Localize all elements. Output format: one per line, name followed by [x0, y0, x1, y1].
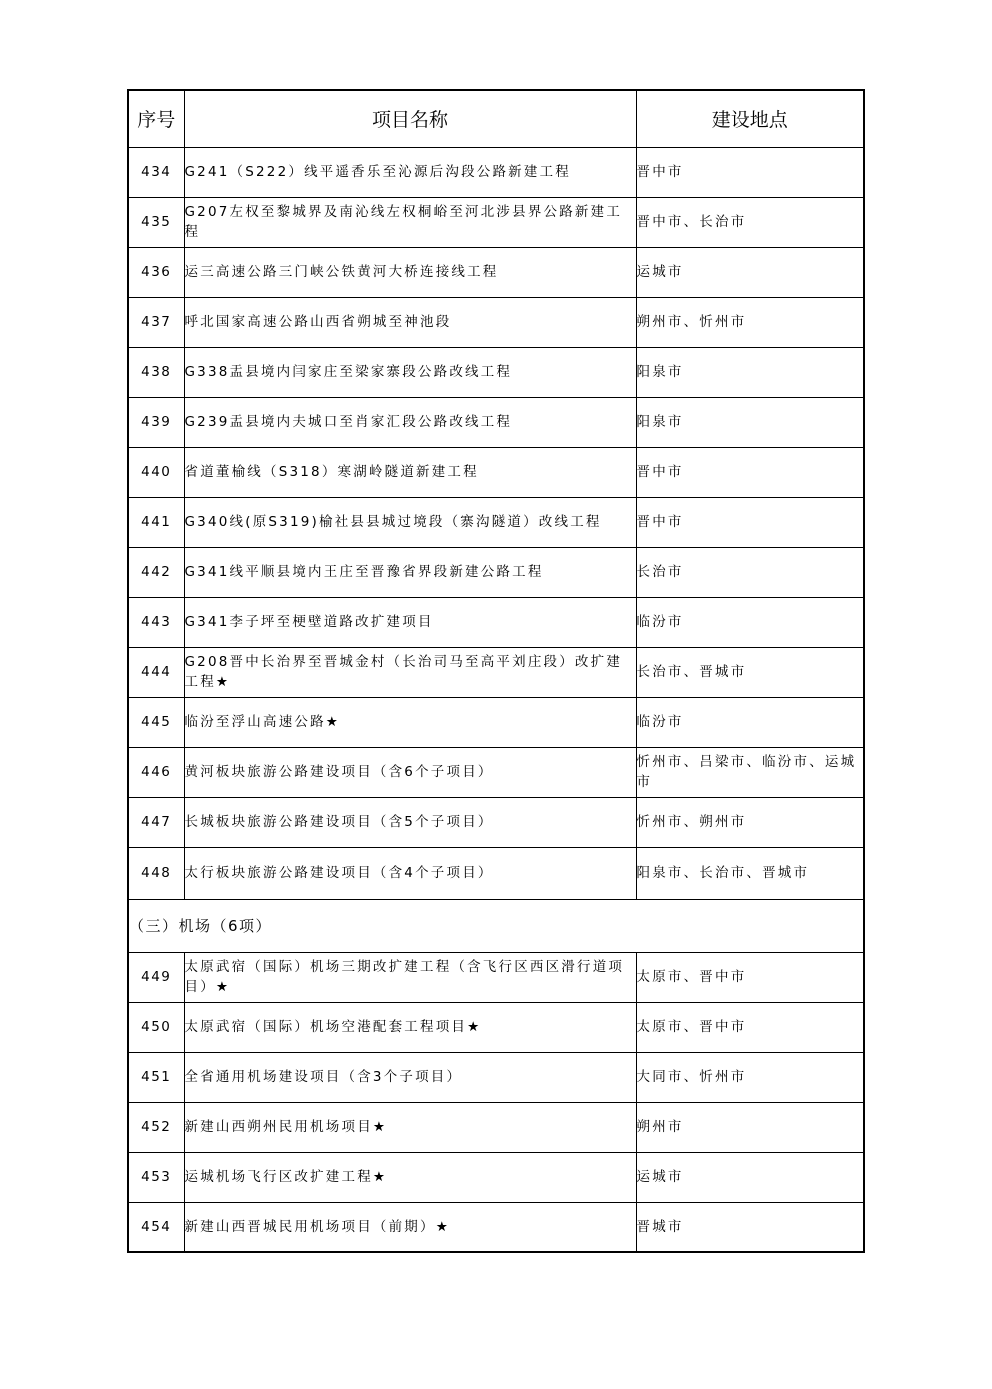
row-project-name: 太原武宿（国际）机场空港配套工程项目★ — [184, 1002, 636, 1052]
row-location: 运城市 — [636, 247, 864, 297]
row-location: 朔州市 — [636, 1102, 864, 1152]
header-location: 建设地点 — [636, 90, 864, 147]
table-row — [128, 797, 864, 847]
row-seq: 437 — [128, 297, 184, 347]
row-seq: 438 — [128, 347, 184, 397]
row-project-name: 新建山西朔州民用机场项目★ — [184, 1102, 636, 1152]
header-row — [128, 90, 864, 147]
row-seq: 447 — [128, 797, 184, 847]
row-project-name: G207左权至黎城界及南沁线左权桐峪至河北涉县界公路新建工程 — [184, 197, 636, 247]
row-location: 忻州市、朔州市 — [636, 797, 864, 847]
table-row — [128, 297, 864, 347]
row-seq: 443 — [128, 597, 184, 647]
row-seq: 451 — [128, 1052, 184, 1102]
row-location: 太原市、晋中市 — [636, 1002, 864, 1052]
row-project-name: 临汾至浮山高速公路★ — [184, 697, 636, 747]
header-name: 项目名称 — [184, 90, 636, 147]
table-row — [128, 447, 864, 497]
table-row — [128, 1152, 864, 1202]
row-location: 晋中市 — [636, 147, 864, 197]
row-seq: 436 — [128, 247, 184, 297]
row-location: 晋城市 — [636, 1202, 864, 1252]
table-row — [128, 597, 864, 647]
row-seq: 435 — [128, 197, 184, 247]
table-row — [128, 247, 864, 297]
table-row — [128, 1002, 864, 1052]
row-project-name: 太行板块旅游公路建设项目（含4个子项目） — [184, 847, 636, 899]
row-location: 太原市、晋中市 — [636, 952, 864, 1002]
row-project-name: G239盂县境内夫城口至肖家汇段公路改线工程 — [184, 397, 636, 447]
row-project-name: 运城机场飞行区改扩建工程★ — [184, 1152, 636, 1202]
table-row — [128, 747, 864, 797]
row-location: 晋中市 — [636, 447, 864, 497]
table-row — [128, 952, 864, 1002]
row-seq: 439 — [128, 397, 184, 447]
row-location: 阳泉市、长治市、晋城市 — [636, 847, 864, 899]
table-row — [128, 1102, 864, 1152]
row-location: 阳泉市 — [636, 347, 864, 397]
table-row — [128, 697, 864, 747]
row-seq: 441 — [128, 497, 184, 547]
row-seq: 452 — [128, 1102, 184, 1152]
row-location: 忻州市、吕梁市、临汾市、运城市 — [636, 747, 864, 797]
row-seq: 448 — [128, 847, 184, 899]
row-project-name: G340线(原S319)榆社县县城过境段（寨沟隧道）改线工程 — [184, 497, 636, 547]
row-location: 晋中市 — [636, 497, 864, 547]
row-seq: 442 — [128, 547, 184, 597]
row-seq: 453 — [128, 1152, 184, 1202]
table-row — [128, 197, 864, 247]
row-seq: 445 — [128, 697, 184, 747]
row-project-name: 呼北国家高速公路山西省朔城至神池段 — [184, 297, 636, 347]
row-project-name: 黄河板块旅游公路建设项目（含6个子项目） — [184, 747, 636, 797]
header-seq: 序号 — [128, 90, 184, 147]
table-row — [128, 1202, 864, 1252]
table-body — [128, 147, 864, 1252]
table-row — [128, 347, 864, 397]
section-label: （三）机场（6项） — [128, 899, 864, 952]
row-seq: 440 — [128, 447, 184, 497]
row-location: 朔州市、忻州市 — [636, 297, 864, 347]
row-location: 大同市、忻州市 — [636, 1052, 864, 1102]
row-project-name: G341李子坪至梗壁道路改扩建项目 — [184, 597, 636, 647]
row-seq: 454 — [128, 1202, 184, 1252]
table-row — [128, 497, 864, 547]
row-project-name: 省道董榆线（S318）寒湖岭隧道新建工程 — [184, 447, 636, 497]
row-seq: 446 — [128, 747, 184, 797]
table-row — [128, 647, 864, 697]
table-row — [128, 547, 864, 597]
row-project-name: 全省通用机场建设项目（含3个子项目） — [184, 1052, 636, 1102]
table-row — [128, 1052, 864, 1102]
row-project-name: G338盂县境内闫家庄至梁家寨段公路改线工程 — [184, 347, 636, 397]
row-location: 临汾市 — [636, 597, 864, 647]
row-seq: 434 — [128, 147, 184, 197]
row-project-name: 运三高速公路三门峡公铁黄河大桥连接线工程 — [184, 247, 636, 297]
table-row — [128, 397, 864, 447]
row-project-name: G241（S222）线平遥香乐至沁源后沟段公路新建工程 — [184, 147, 636, 197]
section-row — [128, 899, 864, 952]
row-location: 长治市 — [636, 547, 864, 597]
row-seq: 444 — [128, 647, 184, 697]
row-project-name: G208晋中长治界至晋城金村（长治司马至高平刘庄段）改扩建工程★ — [184, 647, 636, 697]
row-location: 晋中市、长治市 — [636, 197, 864, 247]
table-row — [128, 147, 864, 197]
row-location: 长治市、晋城市 — [636, 647, 864, 697]
row-project-name: 太原武宿（国际）机场三期改扩建工程（含飞行区西区滑行道项目）★ — [184, 952, 636, 1002]
row-location: 运城市 — [636, 1152, 864, 1202]
row-seq: 449 — [128, 952, 184, 1002]
row-project-name: 长城板块旅游公路建设项目（含5个子项目） — [184, 797, 636, 847]
row-location: 临汾市 — [636, 697, 864, 747]
row-location: 阳泉市 — [636, 397, 864, 447]
row-seq: 450 — [128, 1002, 184, 1052]
table-row — [128, 847, 864, 899]
row-project-name: 新建山西晋城民用机场项目（前期）★ — [184, 1202, 636, 1252]
project-table — [127, 89, 865, 1253]
row-project-name: G341线平顺县境内王庄至晋豫省界段新建公路工程 — [184, 547, 636, 597]
